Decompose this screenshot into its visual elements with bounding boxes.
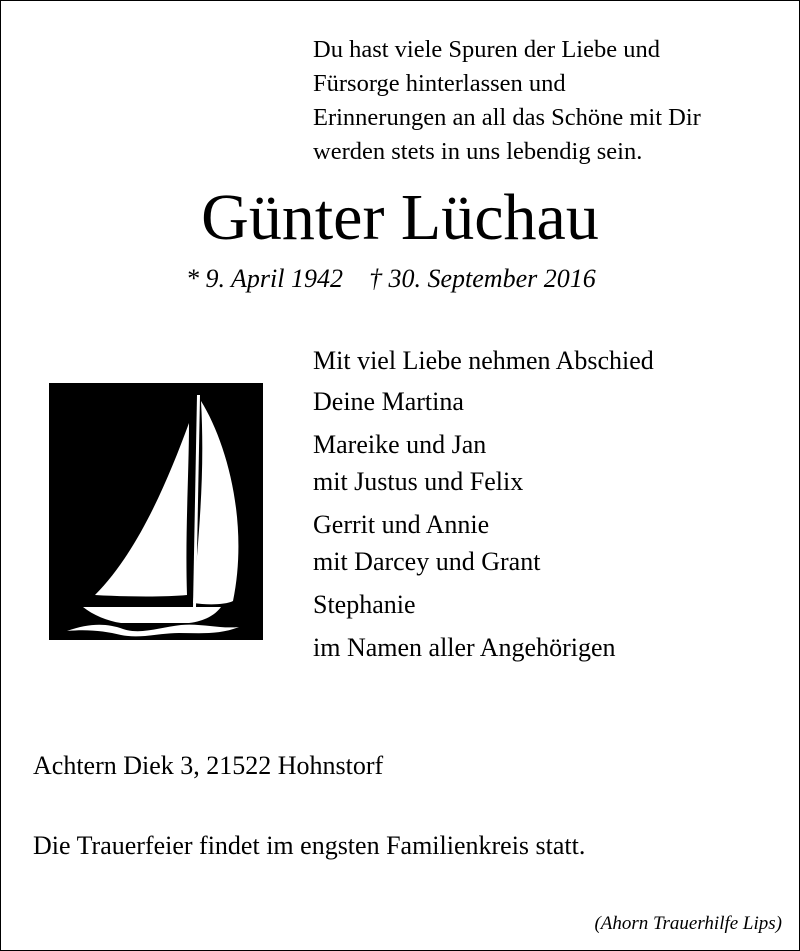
poem-line: werden stets in uns lebendig sein. bbox=[313, 138, 643, 165]
mourner-line: mit Darcey und Grant bbox=[313, 547, 541, 576]
death-date: † 30. September 2016 bbox=[368, 264, 596, 293]
mourner-line: im Namen aller Angehörigen bbox=[313, 633, 616, 662]
deceased-name: Günter Lüchau bbox=[201, 181, 599, 254]
poem-line: Erinnerungen an all das Schöne mit Dir bbox=[313, 104, 701, 131]
birth-date: * 9. April 1942 bbox=[186, 264, 343, 293]
life-dates bbox=[186, 262, 596, 296]
mourners-list bbox=[313, 342, 654, 666]
poem-line: Du hast viele Spuren der Liebe und bbox=[313, 36, 660, 63]
mourner-line: Gerrit und Annie bbox=[313, 510, 490, 539]
memorial-poem bbox=[313, 33, 701, 169]
funeral-home-credit: (Ahorn Trauerhilfe Lips) bbox=[594, 913, 782, 934]
poem-line: Fürsorge hinterlassen und bbox=[313, 70, 566, 97]
sailboat-icon bbox=[49, 383, 263, 640]
mourner-line: Mareike und Jan bbox=[313, 430, 487, 459]
mourner-line: Deine Martina bbox=[313, 387, 464, 416]
mourner-line: mit Justus und Felix bbox=[313, 467, 524, 496]
funeral-notice: Die Trauerfeier findet im engsten Familienkreis statt. bbox=[33, 831, 586, 860]
mourners-intro: Mit viel Liebe nehmen Abschied bbox=[313, 346, 654, 375]
family-address: Achtern Diek 3, 21522 Hohnstorf bbox=[33, 751, 384, 780]
mourner-line: Stephanie bbox=[313, 590, 416, 619]
